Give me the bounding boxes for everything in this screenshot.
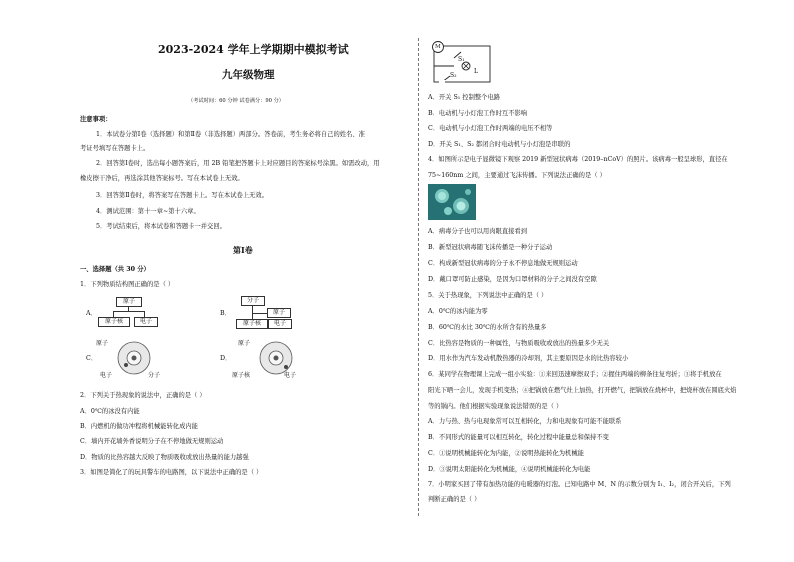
- q4-option: B．新型冠状病毒随飞沫传播是一种分子运动: [428, 244, 553, 251]
- question-1-stem: 1．下列物质结构图正确的是（ ）: [80, 281, 175, 288]
- q3-option: D．开关 S₁、S₂ 都闭合时电动机与小灯泡是串联的: [428, 141, 571, 148]
- c-core-dot: [132, 356, 137, 361]
- q4-option: C．构成新型冠状病毒的分子永不停息地做无规则运动: [428, 260, 578, 267]
- c-molecule-label: 分子: [148, 372, 161, 379]
- column-divider: [418, 38, 419, 516]
- a-nucleus-box: 原子核: [98, 317, 130, 327]
- q5-option: A．0℃的冰内能为零: [428, 308, 488, 315]
- d-electron-label: 电子: [284, 372, 297, 379]
- q2-option: D．物质的比热容越大反映了物质吸收或放出热量的能力越强: [80, 454, 249, 461]
- q3-option: A．开关 S₁ 控制整个电路: [428, 94, 501, 101]
- subject-title: 九年级物理: [222, 69, 275, 81]
- a-electron-box: 电子: [134, 317, 158, 327]
- b-nucleus-box: 原子核: [236, 319, 268, 329]
- q6-option: B．不同形式的能量可以相互转化，转化过程中能量总和保持不变: [428, 434, 609, 441]
- d-core-dot: [274, 356, 279, 361]
- q2-option: B．内燃机的做功冲程将机械能转化成内能: [80, 423, 198, 430]
- question-2-stem: 2．下列关于热现象的说法中，正确的是（ ）: [80, 392, 206, 399]
- question-5-stem: 5．关于热现象，下列说法中正确的是（ ）: [428, 292, 548, 299]
- q3-option: B．电动机与小灯泡工作时互不影响: [428, 110, 528, 117]
- virus-photo: [428, 184, 476, 220]
- notice-line: 4．测试范围：第十一章~第十六章。: [96, 208, 200, 215]
- q1-option-b-label: B．: [220, 310, 231, 317]
- question-7-line: 判断正确的是（ ）: [428, 496, 481, 503]
- q3-option: C．电动机与小灯泡工作时两端的电压不相等: [428, 125, 553, 132]
- c-electron-dot: [124, 363, 128, 367]
- notice-line: 考证号填写在答题卡上。: [80, 145, 150, 152]
- q1-option-c-label: C．: [86, 355, 98, 362]
- exam-title: 2023-2024 学年上学期期中模拟考试: [158, 43, 349, 56]
- q4-option: D．戴口罩可防止感染，是因为口罩材料的分子之间没有空隙: [428, 276, 597, 283]
- b-molecule-box: 分子: [241, 296, 265, 306]
- question-6-line: 等的锅内。他们根据实验现象说法错误的是（ ）: [428, 403, 563, 410]
- volume-heading: 第Ⅰ卷: [233, 245, 253, 255]
- b-electron-box: 电子: [268, 319, 292, 329]
- question-7-line: 7．小明家买回了带有加热功能的电暖器的灯泡。已知电路中 M、N 的示数分别为 I₁、I₂，闭合开关后，下列: [428, 481, 731, 488]
- c-electron-label: 电子: [100, 372, 113, 379]
- d-atom-diagram: [246, 338, 306, 378]
- d-atom-label: 原子: [238, 340, 251, 347]
- q6-option: A．力与热、热与电现象常可以互相转化，力和电现象有可能不能联系: [428, 418, 622, 425]
- question-6-line: 6．某同学在物理课上完成一组小实验：①来回迅速摩擦双手；②握住两端的柳条往复弯折；③将手机放在: [428, 371, 722, 378]
- q6-option: D．③说明太阳能转化为机械能，④说明机械能转化为电能: [428, 466, 591, 473]
- question-3-stem: 3．如图是简化了的玩具警车的电路图，以下说法中正确的是（ ）: [80, 469, 263, 476]
- q1-option-a-label: A．: [86, 310, 97, 317]
- c-atom-label: 原子: [96, 340, 109, 347]
- notice-line: 3．回答第Ⅱ卷时，将答案写在答题卡上。写在本试卷上无效。: [96, 192, 269, 199]
- lamp-label: L: [474, 68, 478, 75]
- q4-option: A．病毒分子也可以用肉眼直接看到: [428, 228, 528, 235]
- q1-option-d-label: D．: [220, 355, 232, 362]
- switch-s1-label: S₁: [458, 56, 465, 63]
- notice-line: 5．考试结束后，将本试卷和答题卡一并交回。: [96, 223, 226, 230]
- a-atom-box: 原子: [116, 297, 142, 307]
- switch-s2-label: S₂: [450, 72, 457, 79]
- q6-option: C．①说明机械能转化为内能，②说明热能转化为机械能: [428, 450, 584, 457]
- q2-option: A．0℃的冰没有内能: [80, 408, 140, 415]
- notice-line: 1．本试卷分第Ⅰ卷（选择题）和第Ⅱ卷（非选择题）两部分。答卷前，考生务必将自己的姓名、准: [96, 131, 365, 138]
- question-4-stem-cont: 75~160nm 之间，主要通过飞沫传播。下列说法正确的是（ ）: [428, 172, 606, 179]
- notice-line: 2．回答第Ⅰ卷时，选出每小题答案后，用 2B 铅笔把答题卡上对应题目的答案标号涂黑。如需改动，用: [96, 160, 380, 167]
- notice-line: 橡皮擦干净后，再选涂其他答案标号。写在本试卷上无效。: [80, 175, 244, 182]
- b-atom-box: 原子: [267, 308, 291, 318]
- notice-heading: 注意事项：: [80, 116, 112, 123]
- q5-option: B．60℃的水比 30℃的水所含有的热量多: [428, 324, 547, 331]
- question-4-stem: 4．如图所示是电子显微镜下观察 2019 新型冠状病毒（2019–nCoV）的照片。该病毒一般呈球形，直径在: [428, 156, 728, 163]
- q5-option: D．用水作为汽车发动机散热器的冷却剂，其主要原因是水的比热容较小: [428, 355, 629, 362]
- q2-option: C．墙内开花墙外香说明分子在不停地做无规则运动: [80, 438, 224, 445]
- motor-label: M: [435, 44, 441, 50]
- part-heading: 一、选择题（共 30 分）: [80, 266, 150, 273]
- d-electron-dot: [284, 365, 288, 369]
- exam-meta: （考试时间：60 分钟 试卷满分：90 分）: [188, 98, 284, 104]
- q5-option: C．比热容是物质的一种属性，与物质吸收或放出的热量多少无关: [428, 340, 610, 347]
- question-6-line: 阳光下晒一会儿，发现手机变热；④把锅放在燃气灶上加热，打开燃气，把锅放在烧杯中，把烧杯放在圆底火焰: [428, 387, 737, 394]
- d-nucleus-label: 原子核: [232, 372, 251, 379]
